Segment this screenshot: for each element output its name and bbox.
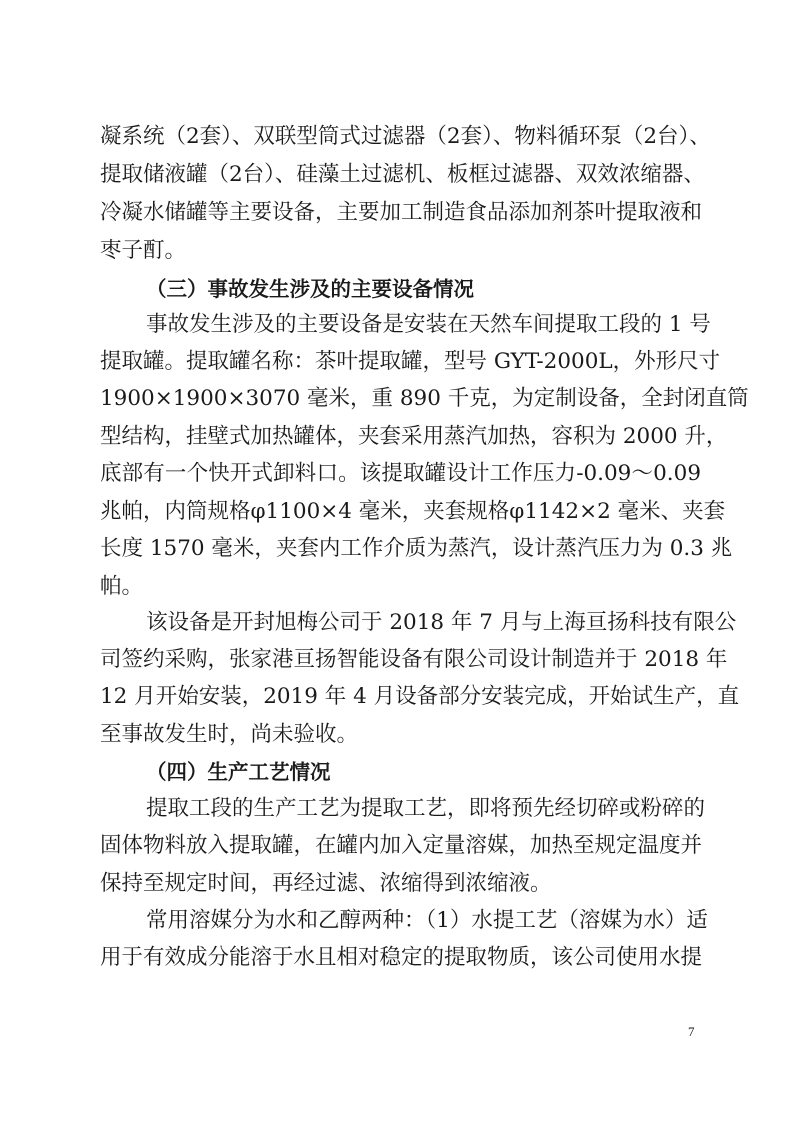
text-line: 提取储液罐（2台）、硅藻土过滤机、板框过滤器、双效浓缩器、: [100, 162, 705, 187]
text-line: 底部有一个快开式卸料口。该提取罐设计工作压力-0.09～0.09: [100, 461, 701, 486]
text-line: 保持至规定时间，再经过滤、浓缩得到浓缩液。: [100, 871, 552, 896]
text-line: 常用溶媒分为水和乙醇两种：（1）水提工艺（溶媒为水）适: [146, 908, 708, 933]
text-line: 枣子酊。: [100, 238, 187, 263]
text-line: 固体物料放入提取罐，在罐内加入定量溶媒，加热至规定温度并: [100, 833, 703, 858]
page-number: 7: [688, 1024, 695, 1039]
text-line: 凝系统（2套）、双联型筒式过滤器（2套）、物料循环泵（2台）、: [100, 124, 711, 149]
text-line: 司签约采购，张家港亘扬智能设备有限公司设计制造并于 2018 年: [100, 647, 728, 672]
section-heading: （三）事故发生涉及的主要设备情况: [146, 277, 474, 301]
text-line: 提取罐。提取罐名称：茶叶提取罐，型号 GYT-2000L，外形尺寸: [100, 349, 721, 374]
text-line: 兆帕，内筒规格φ1100×4 毫米，夹套规格φ1142×2 毫米、夹套: [100, 499, 726, 524]
section-heading: （四）生产工艺情况: [146, 760, 331, 784]
text-line: 帕。: [100, 574, 144, 599]
text-line: 12 月开始安装，2019 年 4 月设备部分安装完成，开始试生产，直: [100, 684, 740, 709]
text-line: 型结构，挂壁式加热罐体，夹套采用蒸汽加热，容积为 2000 升，: [100, 424, 728, 449]
text-line: 1900×1900×3070 毫米，重 890 千克，为定制设备，全封闭直筒: [100, 386, 749, 411]
text-line: 长度 1570 毫米，夹套内工作介质为蒸汽，设计蒸汽压力为 0.3 兆: [100, 536, 733, 561]
text-line: 提取工段的生产工艺为提取工艺，即将预先经切碎或粉碎的: [146, 796, 706, 821]
text-line: 用于有效成分能溶于水且相对稳定的提取物质，该公司使用水提: [100, 945, 703, 970]
text-line: 该设备是开封旭梅公司于 2018 年 7 月与上海亘扬科技有限公: [146, 610, 737, 635]
text-line: 冷凝水储罐等主要设备，主要加工制造食品添加剂茶叶提取液和: [100, 200, 703, 225]
text-line: 事故发生涉及的主要设备是安装在天然车间提取工段的 1 号: [146, 312, 711, 337]
text-line: 至事故发生时，尚未验收。: [100, 722, 359, 747]
